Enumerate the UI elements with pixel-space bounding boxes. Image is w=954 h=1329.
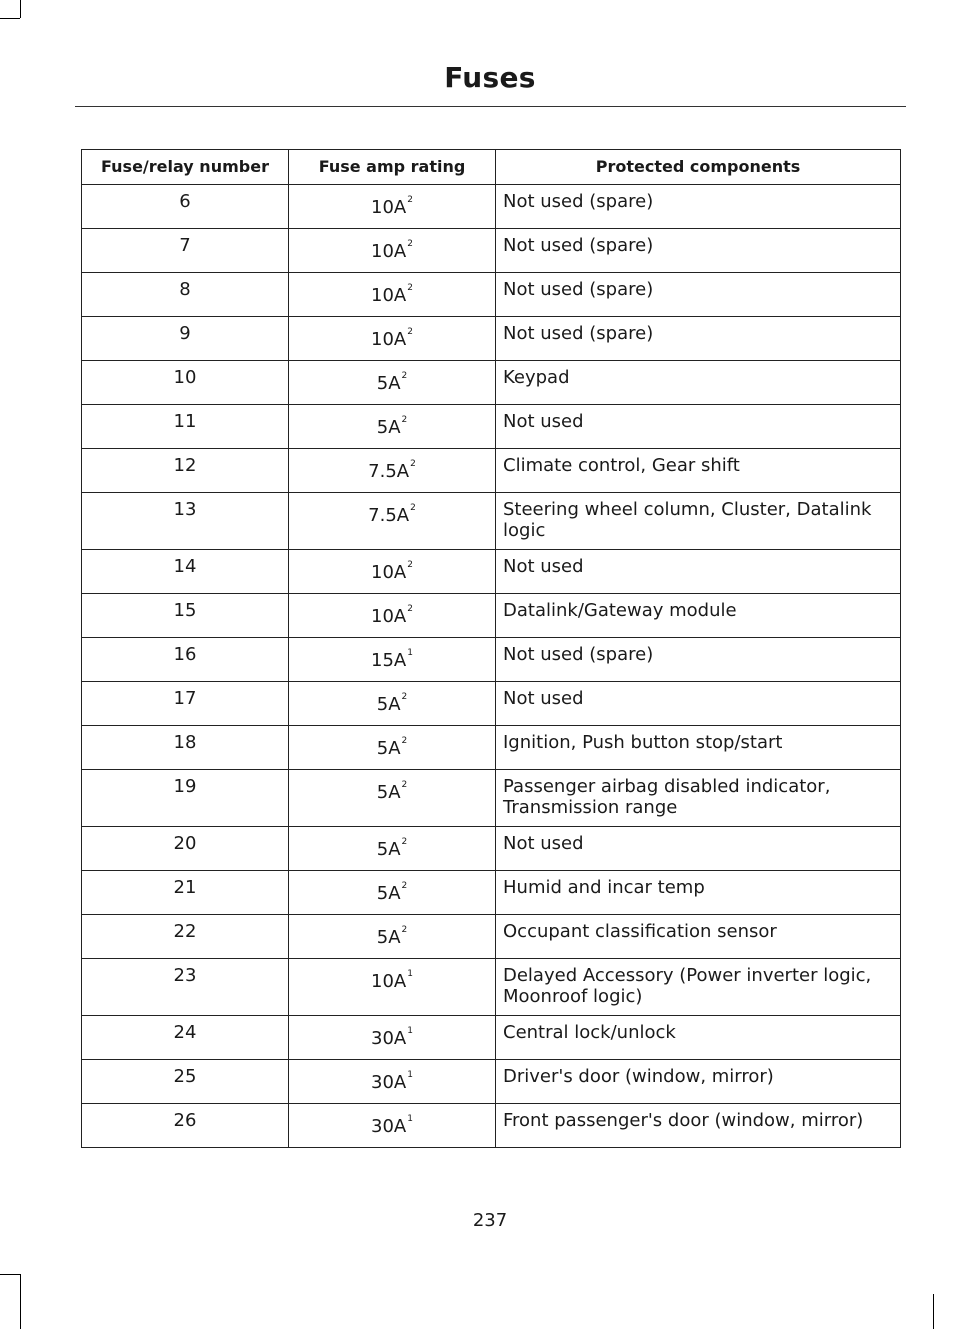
- fuse-number-cell: 7: [82, 229, 289, 273]
- footnote-marker: 2: [407, 195, 413, 205]
- amp-rating-cell: [289, 1060, 496, 1104]
- fuse-number-cell: 15: [82, 594, 289, 638]
- amp-rating-cell: [289, 185, 496, 229]
- table-row: [82, 915, 901, 959]
- amp-rating-value: 15A: [371, 650, 407, 671]
- fuse-number-cell: 24: [82, 1016, 289, 1060]
- fuse-number-cell: 21: [82, 871, 289, 915]
- amp-rating-value: 5A: [376, 417, 401, 438]
- amp-rating-value: 5A: [376, 927, 401, 948]
- fuse-number-cell: 6: [82, 185, 289, 229]
- amp-rating-cell: [289, 915, 496, 959]
- fuse-number-cell: 14: [82, 550, 289, 594]
- protected-component-cell: Not used: [496, 827, 901, 871]
- table-row: [82, 185, 901, 229]
- amp-rating-value: 10A: [371, 562, 407, 583]
- table-row: [82, 449, 901, 493]
- protected-component-cell: Driver's door (window, mirror): [496, 1060, 901, 1104]
- fuse-number-cell: 9: [82, 317, 289, 361]
- amp-rating-value: 10A: [371, 971, 407, 992]
- amp-rating-cell: [289, 229, 496, 273]
- footnote-marker: 2: [401, 881, 408, 891]
- table-row: [82, 594, 901, 638]
- amp-rating-cell: [289, 405, 496, 449]
- footnote-marker: 2: [401, 837, 408, 847]
- amp-rating-value: 7.5A: [368, 461, 410, 482]
- amp-rating-value: 10A: [371, 241, 407, 262]
- table-row: [82, 682, 901, 726]
- fuse-number-cell: 20: [82, 827, 289, 871]
- protected-component-cell: Datalink/Gateway module: [496, 594, 901, 638]
- fuse-number-cell: 19: [82, 770, 289, 827]
- amp-rating-value: 10A: [371, 285, 407, 306]
- fuse-number-cell: 26: [82, 1104, 289, 1148]
- amp-rating-cell: [289, 550, 496, 594]
- fuse-table-body: [82, 185, 901, 1148]
- footnote-marker: 2: [407, 327, 413, 337]
- footnote-marker: 2: [401, 371, 408, 381]
- amp-rating-cell: [289, 1104, 496, 1148]
- fuse-number-cell: 10: [82, 361, 289, 405]
- amp-rating-cell: [289, 638, 496, 682]
- protected-component-cell: Passenger airbag disabled indicator, Transmission range: [496, 770, 901, 827]
- protected-component-cell: Central lock/unlock: [496, 1016, 901, 1060]
- table-row: [82, 726, 901, 770]
- footnote-marker: 2: [401, 780, 408, 790]
- fuse-number-cell: 17: [82, 682, 289, 726]
- footnote-marker: 2: [407, 604, 413, 614]
- crop-mark-bottom-left-horizontal: [0, 1274, 20, 1275]
- footnote-marker: 2: [410, 459, 416, 469]
- amp-rating-cell: [289, 493, 496, 550]
- crop-mark-top-left-horizontal: [0, 18, 20, 19]
- table-row: [82, 361, 901, 405]
- crop-mark-bottom-left-vertical: [20, 1274, 21, 1329]
- protected-component-cell: Front passenger's door (window, mirror): [496, 1104, 901, 1148]
- table-row: [82, 1104, 901, 1148]
- amp-rating-value: 30A: [371, 1116, 407, 1137]
- table-row: [82, 229, 901, 273]
- amp-rating-cell: [289, 361, 496, 405]
- amp-rating-value: 10A: [371, 606, 407, 627]
- protected-component-cell: Delayed Accessory (Power inverter logic, Moonroof logic): [496, 959, 901, 1016]
- protected-component-cell: Not used (spare): [496, 638, 901, 682]
- protected-component-cell: Steering wheel column, Cluster, Datalink logic: [496, 493, 901, 550]
- footnote-marker: 2: [407, 283, 413, 293]
- protected-component-cell: Not used: [496, 550, 901, 594]
- column-header-amp-rating: Fuse amp rating: [289, 150, 496, 185]
- amp-rating-cell: [289, 1016, 496, 1060]
- fuse-number-cell: 23: [82, 959, 289, 1016]
- fuse-number-cell: 22: [82, 915, 289, 959]
- fuse-number-cell: 18: [82, 726, 289, 770]
- table-row: [82, 770, 901, 827]
- fuse-table: [81, 149, 901, 1148]
- table-row: [82, 317, 901, 361]
- table-row: [82, 550, 901, 594]
- footnote-marker: 1: [407, 648, 413, 658]
- footnote-marker: 2: [410, 503, 416, 513]
- amp-rating-value: 10A: [371, 197, 407, 218]
- footnote-marker: 1: [407, 1070, 413, 1080]
- protected-component-cell: Climate control, Gear shift: [496, 449, 901, 493]
- table-row: [82, 1060, 901, 1104]
- amp-rating-value: 10A: [371, 329, 407, 350]
- protected-component-cell: Occupant classification sensor: [496, 915, 901, 959]
- footnote-marker: 2: [401, 692, 408, 702]
- amp-rating-cell: [289, 449, 496, 493]
- amp-rating-cell: [289, 871, 496, 915]
- fuse-number-cell: 11: [82, 405, 289, 449]
- footnote-marker: 1: [407, 1026, 413, 1036]
- crop-mark-bottom-right-vertical: [933, 1294, 934, 1329]
- amp-rating-value: 30A: [371, 1072, 407, 1093]
- table-row: [82, 638, 901, 682]
- amp-rating-value: 5A: [376, 738, 401, 759]
- amp-rating-cell: [289, 770, 496, 827]
- footnote-marker: 2: [401, 925, 408, 935]
- page-number: 237: [472, 1210, 508, 1231]
- table-row: [82, 827, 901, 871]
- protected-component-cell: Ignition, Push button stop/start: [496, 726, 901, 770]
- table-header-row: [82, 150, 901, 185]
- amp-rating-cell: [289, 594, 496, 638]
- protected-component-cell: Not used: [496, 405, 901, 449]
- protected-component-cell: Not used: [496, 682, 901, 726]
- fuse-number-cell: 13: [82, 493, 289, 550]
- footnote-marker: 1: [407, 1114, 413, 1124]
- table-row: [82, 871, 901, 915]
- page-title: Fuses: [444, 61, 536, 94]
- fuse-number-cell: 25: [82, 1060, 289, 1104]
- amp-rating-value: 5A: [376, 373, 401, 394]
- fuse-number-cell: 8: [82, 273, 289, 317]
- fuse-number-cell: 16: [82, 638, 289, 682]
- protected-component-cell: Not used (spare): [496, 185, 901, 229]
- table-row: [82, 1016, 901, 1060]
- protected-component-cell: Not used (spare): [496, 229, 901, 273]
- footnote-marker: 1: [407, 969, 413, 979]
- amp-rating-cell: [289, 827, 496, 871]
- protected-component-cell: Not used (spare): [496, 273, 901, 317]
- amp-rating-value: 7.5A: [368, 505, 410, 526]
- fuse-number-cell: 12: [82, 449, 289, 493]
- amp-rating-cell: [289, 317, 496, 361]
- table-row: [82, 273, 901, 317]
- footnote-marker: 2: [401, 415, 408, 425]
- table-row: [82, 959, 901, 1016]
- crop-mark-top-left-vertical: [20, 0, 21, 18]
- protected-component-cell: Keypad: [496, 361, 901, 405]
- protected-component-cell: Not used (spare): [496, 317, 901, 361]
- column-header-protected-components: Protected components: [496, 150, 901, 185]
- title-divider: [75, 106, 906, 107]
- protected-component-cell: Humid and incar temp: [496, 871, 901, 915]
- amp-rating-value: 5A: [376, 839, 401, 860]
- amp-rating-cell: [289, 682, 496, 726]
- footnote-marker: 2: [407, 239, 413, 249]
- table-row: [82, 493, 901, 550]
- amp-rating-cell: [289, 959, 496, 1016]
- column-header-fuse-number: Fuse/relay number: [82, 150, 289, 185]
- amp-rating-cell: [289, 726, 496, 770]
- amp-rating-value: 5A: [376, 782, 401, 803]
- amp-rating-value: 5A: [376, 694, 401, 715]
- amp-rating-value: 30A: [371, 1028, 407, 1049]
- footnote-marker: 2: [407, 560, 413, 570]
- amp-rating-value: 5A: [376, 883, 401, 904]
- footnote-marker: 2: [401, 736, 408, 746]
- amp-rating-cell: [289, 273, 496, 317]
- table-row: [82, 405, 901, 449]
